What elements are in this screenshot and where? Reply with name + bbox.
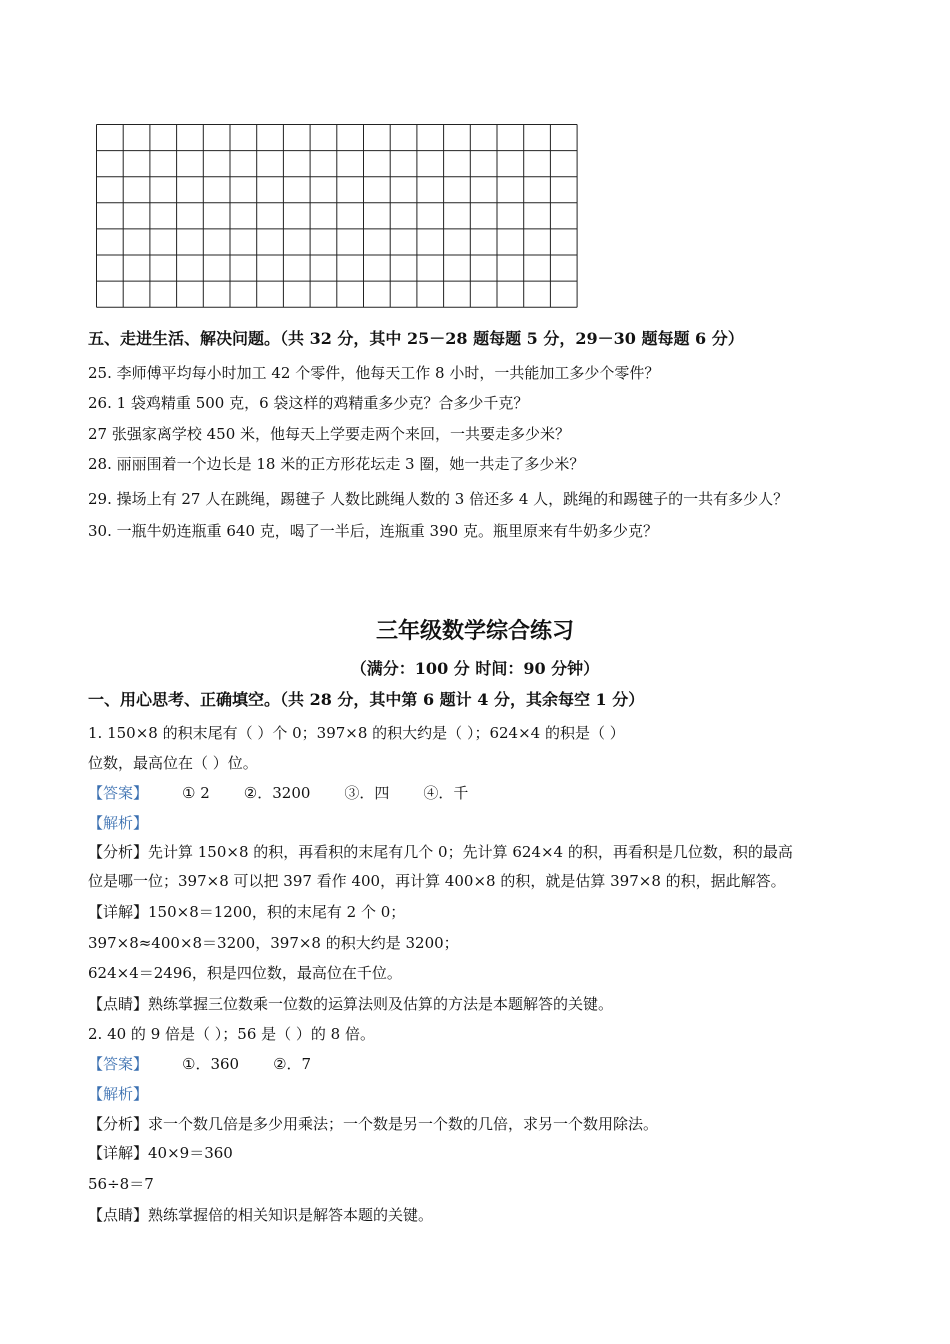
q1-fenxi-2: 位是哪一位；397×8 可以把 397 看作 400，再计算 400×8 的积，就是估算 397×8 的积，据此解答。 bbox=[88, 872, 786, 890]
answer-label: 【答案】 bbox=[88, 784, 149, 802]
q2-analysis-label: 【解析】 bbox=[88, 1085, 149, 1103]
problem-29: 29. 操场上有 27 人在跳绳，踢毽子 人数比跳绳人数的 3 倍还多 4 人，跳绳的和踢毽子的一共有多少人？ bbox=[88, 490, 789, 508]
answer-label: 【答案】 bbox=[88, 1055, 149, 1073]
answer-item: ②．3200 bbox=[243, 784, 311, 802]
q1-detail-2: 397×8≈400×8＝3200，397×8 的积大约是 3200； bbox=[88, 934, 459, 952]
q2-line-1: 2. 40 的 9 倍是（ ）；56 是（ ）的 8 倍。 bbox=[88, 1025, 375, 1043]
q1-detail-3: 624×4＝2496，积是四位数，最高位在千位。 bbox=[88, 964, 402, 982]
answer-item: ④．千 bbox=[423, 784, 469, 802]
problem-28: 28. 丽丽围着一个边长是 18 米的正方形花坛走 3 圈，她一共走了多少米？ bbox=[88, 455, 585, 473]
q2-fenxi: 【分析】求一个数几倍是多少用乘法；一个数是另一个数的几倍，求另一个数用除法。 bbox=[88, 1115, 659, 1133]
problem-27: 27 张强家离学校 450 米，他每天上学要走两个来回，一共要走多少米？ bbox=[88, 425, 571, 443]
answer-item: ③．四 bbox=[344, 784, 390, 802]
q2-detail-1: 【详解】40×9＝360 bbox=[88, 1144, 233, 1162]
q1-analysis-label: 【解析】 bbox=[88, 814, 149, 832]
q1-detail-1: 【详解】150×8＝1200，积的末尾有 2 个 0； bbox=[88, 903, 406, 921]
answer-item: ① 2 bbox=[182, 784, 210, 802]
q1-fenxi-1: 【分析】先计算 150×8 的积，再看积的末尾有几个 0；先计算 624×4 的积，再看积是几位数，积的最高 bbox=[88, 843, 793, 861]
q1-line-2: 位数，最高位在（ ）位。 bbox=[88, 754, 258, 772]
writing-grid bbox=[96, 124, 579, 309]
q2-answer bbox=[88, 1057, 311, 1072]
q1-answer bbox=[88, 786, 468, 801]
section-5-heading: 五、走进生活、解决问题。（共 32 分，其中 25－28 题每题 5 分，29－30 题每题 6 分） bbox=[88, 329, 744, 348]
section-1-heading: 一、用心思考、正确填空。（共 28 分，其中第 6 题计 4 分，其余每空 1 分） bbox=[88, 690, 645, 709]
q2-comment: 【点睛】熟练掌握倍的相关知识是解答本题的关键。 bbox=[88, 1206, 434, 1224]
exam-subtitle: （满分：100 分 时间：90 分钟） bbox=[350, 659, 600, 678]
answer-item: ②．7 bbox=[273, 1055, 312, 1073]
problem-30: 30. 一瓶牛奶连瓶重 640 克，喝了一半后，连瓶重 390 克。瓶里原来有牛奶多少克？ bbox=[88, 522, 658, 540]
problem-25: 25. 李师傅平均每小时加工 42 个零件，他每天工作 8 小时，一共能加工多少个零件？ bbox=[88, 364, 660, 382]
q1-line-1: 1. 150×8 的积末尾有（ ）个 0；397×8 的积大约是（ ）；624×4 的积是（ ） bbox=[88, 724, 625, 742]
q2-detail-2: 56÷8＝7 bbox=[88, 1175, 154, 1193]
answer-item: ①．360 bbox=[182, 1055, 240, 1073]
problem-26: 26. 1 袋鸡精重 500 克，6 袋这样的鸡精重多少克？合多少千克？ bbox=[88, 394, 529, 412]
exam-title: 三年级数学综合练习 bbox=[375, 618, 574, 644]
q1-comment: 【点睛】熟练掌握三位数乘一位数的运算法则及估算的方法是本题解答的关键。 bbox=[88, 995, 614, 1013]
